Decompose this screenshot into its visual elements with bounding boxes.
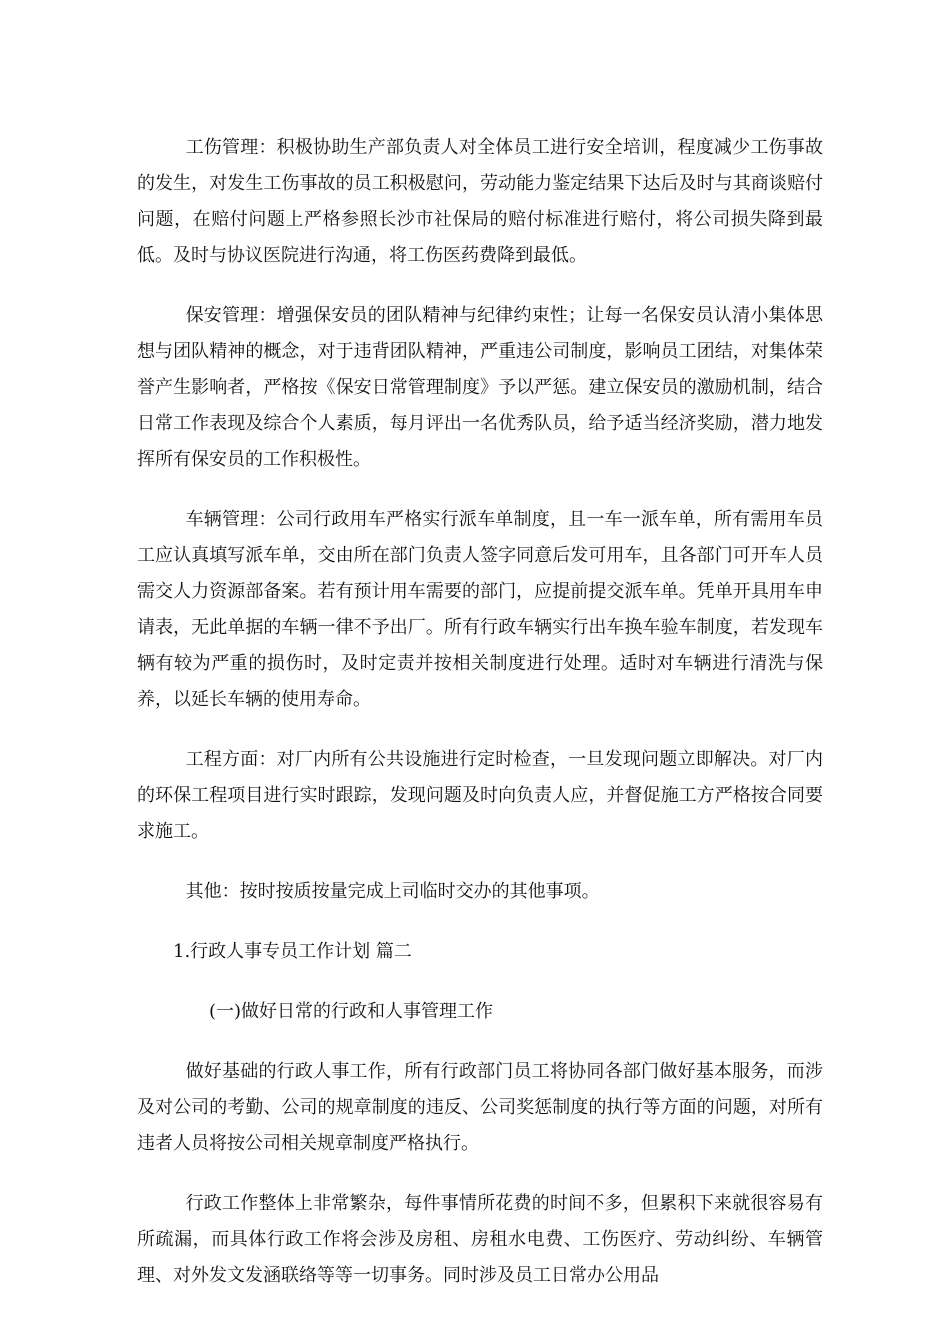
paragraph-admin-work: 行政工作整体上非常繁杂，每件事情所花费的时间不多，但累积下来就很容易有所疏漏，而具体行政工作将会涉及房租、房租水电费、工伤医疗、劳动纠纷、车辆管理、对外发文发涵联络等等一切事务。同时涉及员工日常办公用品: [137, 1193, 823, 1286]
paragraph-vehicle-management: 车辆管理：公司行政用车严格实行派车单制度，且一车一派车单，所有需用车员工应认真填写派车单，交由所在部门负责人签字同意后发可用车，且各部门可开车人员需交人力资源部备案。若有预计用车需要的部门，应提前提交派车单。凭单开具用车申请表，无此单据的车辆一律不予出厂。所有行政车辆实行出车换车验车制度，若发现车辆有较为严重的损伤时，及时定责并按相关制度进行处理。适时对车辆进行清洗与保养，以延长车辆的使用寿命。: [137, 509, 823, 710]
paragraph-injury-management: 工伤管理：积极协助生产部负责人对全体员工进行安全培训，程度减少工伤事故的发生，对发生工伤事故的员工积极慰问，劳动能力鉴定结果下达后及时与其商谈赔付问题，在赔付问题上严格参照长沙市社保局的赔付标准进行赔付，将公司损失降到最低。及时与协议医院进行沟通，将工伤医药费降到最低。: [137, 137, 823, 266]
paragraph-security-management: 保安管理：增强保安员的团队精神与纪律约束性；让每一名保安员认清小集体思想与团队精神的概念，对于违背团队精神，严重违公司制度，影响员工团结，对集体荣誉产生影响者，严格按《保安日常管理制度》予以严惩。建立保安员的激励机制，结合日常工作表现及综合个人素质，每月评出一名优秀队员，给予适当经济奖励，潜力地发挥所有保安员的工作积极性。: [137, 305, 823, 470]
paragraph-other: 其他：按时按质按量完成上司临时交办的其他事项。: [185, 881, 600, 902]
document-body: [137, 130, 823, 1318]
subsection-heading: (一)做好日常的行政和人事管理工作: [209, 1001, 494, 1022]
section-heading: 1.行政人事专员工作计划 篇二: [173, 941, 412, 962]
paragraph-basic-admin: 做好基础的行政人事工作，所有行政部门员工将协同各部门做好基本服务，而涉及对公司的考勤、公司的规章制度的违反、公司奖惩制度的执行等方面的问题，对所有违者人员将按公司相关规章制度严格执行。: [137, 1061, 823, 1154]
paragraph-engineering: 工程方面：对厂内所有公共设施进行定时检查，一旦发现问题立即解决。对厂内的环保工程项目进行实时跟踪，发现问题及时向负责人应，并督促施工方严格按合同要求施工。: [137, 749, 823, 842]
